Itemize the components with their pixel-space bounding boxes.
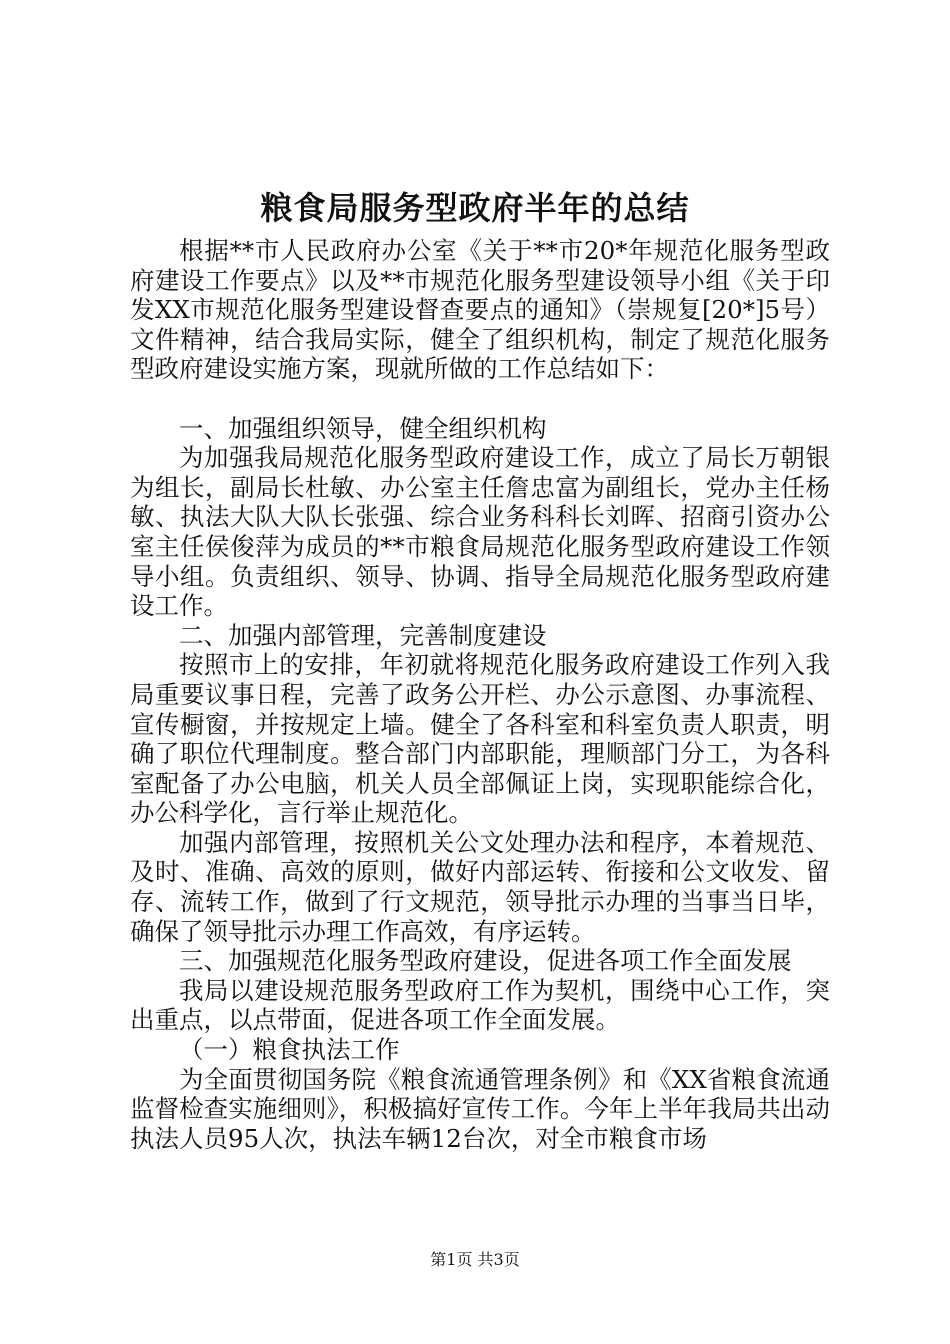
body-paragraph: 我局以建设规范服务型政府工作为契机，围绕中心工作，突出重点，以点带面，促进各项工作全面发展。 [130, 975, 830, 1035]
body-paragraph: 为全面贯彻国务院《粮食流通管理条例》和《XX省粮食流通监督检查实施细则》，积极搞好宣传工作。今年上半年我局共出动执法人员95人次，执法车辆12台次，对全市粮食市场 [130, 1064, 830, 1153]
subsection-heading-1: （一）粮食执法工作 [179, 1035, 400, 1065]
section-heading-1: 一、加强组织领导，健全组织机构 [179, 413, 547, 443]
page-number-footer: 第1页 共3页 [430, 1250, 520, 1269]
document-body [130, 236, 830, 1153]
body-paragraph: 为加强我局规范化服务型政府建设工作，成立了局长万朝银为组长，副局长杜敏、办公室主任詹忠富为副组长，党办主任杨敏、执法大队大队长张强、综合业务科科长刘晖、招商引资办公室主任侯俊萍为成员的**市粮食局规范化服务型政府建设工作领导小组。负责组织、领导、协调、指导全局规范化服务型政府建设工作。 [130, 443, 830, 621]
body-paragraph: 按照市上的安排，年初就将规范化服务政府建设工作列入我局重要议事日程，完善了政务公开栏、办公示意图、办事流程、宣传橱窗，并按规定上墙。健全了各科室和科室负责人职责，明确了职位代理制度。整合部门内部职能，理顺部门分工，为各科室配备了办公电脑，机关人员全部佩证上岗，实现职能综合化，办公科学化，言行举止规范化。 [130, 650, 830, 828]
body-paragraph: 加强内部管理，按照机关公文处理办法和程序，本着规范、及时、准确、高效的原则，做好内部运转、衔接和公文收发、留存、流转工作，做到了行文规范，领导批示办理的当事当日毕，确保了领导批示办理工作高效，有序运转。 [130, 827, 830, 946]
document-title: 粮食局服务型政府半年的总结 [260, 189, 690, 227]
section-heading-3: 三、加强规范化服务型政府建设，促进各项工作全面发展 [179, 946, 792, 976]
section-heading-2: 二、加强内部管理，完善制度建设 [179, 620, 547, 650]
intro-paragraph: 根据**市人民政府办公室《关于**市20*年规范化服务型政府建设工作要点》以及**市规范化服务型建设领导小组《关于印发XX市规范化服务型建设督查要点的通知》（崇规复[20*]5号）文件精神，结合我局实际，健全了组织机构，制定了规范化服务型政府建设实施方案，现就所做的工作总结如下： [130, 236, 830, 384]
